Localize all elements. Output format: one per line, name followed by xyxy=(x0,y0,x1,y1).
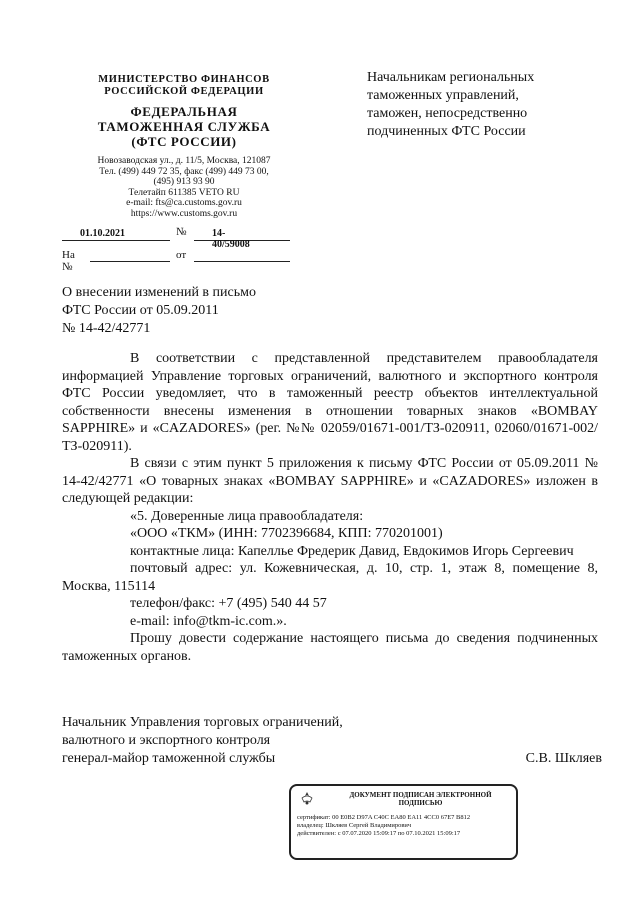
signer-title-3: генерал-майор таможенной службы xyxy=(62,751,276,766)
recipient-block xyxy=(367,69,597,141)
ministry-line-1: МИНИСТЕРСТВО ФИНАНСОВ xyxy=(98,74,270,85)
reply-underline xyxy=(90,249,170,262)
recipient-line-2: таможенных управлений, xyxy=(367,88,519,103)
service-line-1: ФЕДЕРАЛЬНАЯ xyxy=(130,104,238,119)
ministry-line-2: РОССИЙСКОЙ ФЕДЕРАЦИИ xyxy=(104,86,264,97)
ministry-name xyxy=(62,74,306,98)
phone-2: (495) 913 93 90 xyxy=(153,177,215,187)
stamp-validity: действителен: с 07.07.2020 15:09:17 по 07.10.2021 15:09:17 xyxy=(297,830,461,837)
recipient-line-1: Начальникам региональных xyxy=(367,70,535,85)
registration-number: 14-40/59008 xyxy=(212,228,250,250)
quote-line-1: «5. Доверенные лица правообладателя: xyxy=(130,508,364,524)
phone: Тел. (499) 449 72 35, факс (499) 449 73 00, xyxy=(99,166,269,177)
recipient-line-3: таможен, непосредственно xyxy=(367,106,528,121)
reply-label: На № xyxy=(62,249,75,273)
signature-block xyxy=(62,714,602,768)
electronic-signature-stamp xyxy=(289,784,518,860)
quote-line-3: контактные лица: Капеллье Фредерик Давид, Евдокимов Игорь Сергеевич xyxy=(130,543,574,559)
registration-date: 01.10.2021 xyxy=(80,228,125,239)
subject-line-3: № 14-42/42771 xyxy=(62,321,151,336)
letter-body xyxy=(62,350,598,665)
signer-name: С.В. Шкляев xyxy=(525,751,602,766)
stamp-certificate: сертификат: 00 E0B2 D97A C40C EA80 EA11 4CC0 67E7 B812 xyxy=(297,814,471,821)
stamp-details xyxy=(297,814,511,838)
service-name xyxy=(62,104,306,149)
emblem-icon xyxy=(298,790,316,808)
from-underline xyxy=(194,249,290,262)
quote-line-6: e-mail: info@tkm-ic.com.». xyxy=(130,613,287,629)
website: https://www.customs.gov.ru xyxy=(130,208,238,219)
service-line-3: (ФТС РОССИИ) xyxy=(131,134,237,149)
paragraph-2: В связи с этим пункт 5 приложения к письму ФТС России от 05.09.2011 № 14-42/42771 «О товарных знаках «BOMBAY SAPPHIRE» и «CAZADORES» изложен в следующей редакции: xyxy=(62,456,598,506)
quote-line-2: «ООО «ТКМ» (ИНН: 7702396684, КПП: 770201001) xyxy=(130,526,443,541)
contact-block xyxy=(62,156,306,219)
stamp-title: ДОКУМЕНТ ПОДПИСАН ЭЛЕКТРОННОЙ ПОДПИСЬЮ xyxy=(349,791,492,807)
service-line-2: ТАМОЖЕННАЯ СЛУЖБА xyxy=(97,119,271,134)
quote-line-5: телефон/факс: +7 (495) 540 44 57 xyxy=(130,596,327,611)
signer-title-1: Начальник Управления торговых ограничений, xyxy=(62,715,343,730)
signer-title-2: валютного и экспортного контроля xyxy=(62,733,271,748)
from-label: от xyxy=(176,249,187,261)
email: e-mail: fts@ca.customs.gov.ru xyxy=(126,198,242,208)
subject-line-2: ФТС России от 05.09.2011 xyxy=(62,303,219,318)
stamp-owner: владелец: Шкляев Сергей Владимирович xyxy=(297,822,412,829)
number-sign: № xyxy=(176,226,187,238)
paragraph-3: Прошу довести содержание настоящего письма до сведения подчиненных таможенных органов. xyxy=(62,631,598,664)
subject-line-1: О внесении изменений в письмо xyxy=(62,285,256,300)
teletype: Телетайп 611385 VETO RU xyxy=(128,187,240,198)
quote-line-4: почтовый адрес: ул. Кожевническая, д. 10, стр. 1, этаж 8, помещение 8, Москва, 115114 xyxy=(62,561,598,594)
address: Новозаводская ул., д. 11/5, Москва, 121087 xyxy=(97,156,271,166)
recipient-line-4: подчиненных ФТС России xyxy=(367,124,526,139)
letterhead xyxy=(62,74,306,219)
paragraph-1: В соответствии с представленной представителем правообладателя информацией Управление торговых ограничений, валютного и экспортного контроля ФТС России уведомляет, что в таможенный реестр объектов интеллектуальной собственности внесены изменения в отношении товарных знаков «BOMBAY SAPPHIRE» и «CAZADORES» (рег. №№ 02059/01671-001/ТЗ-020911, 02060/01671-002/ТЗ-020911). xyxy=(62,351,598,454)
subject-block xyxy=(62,284,362,338)
